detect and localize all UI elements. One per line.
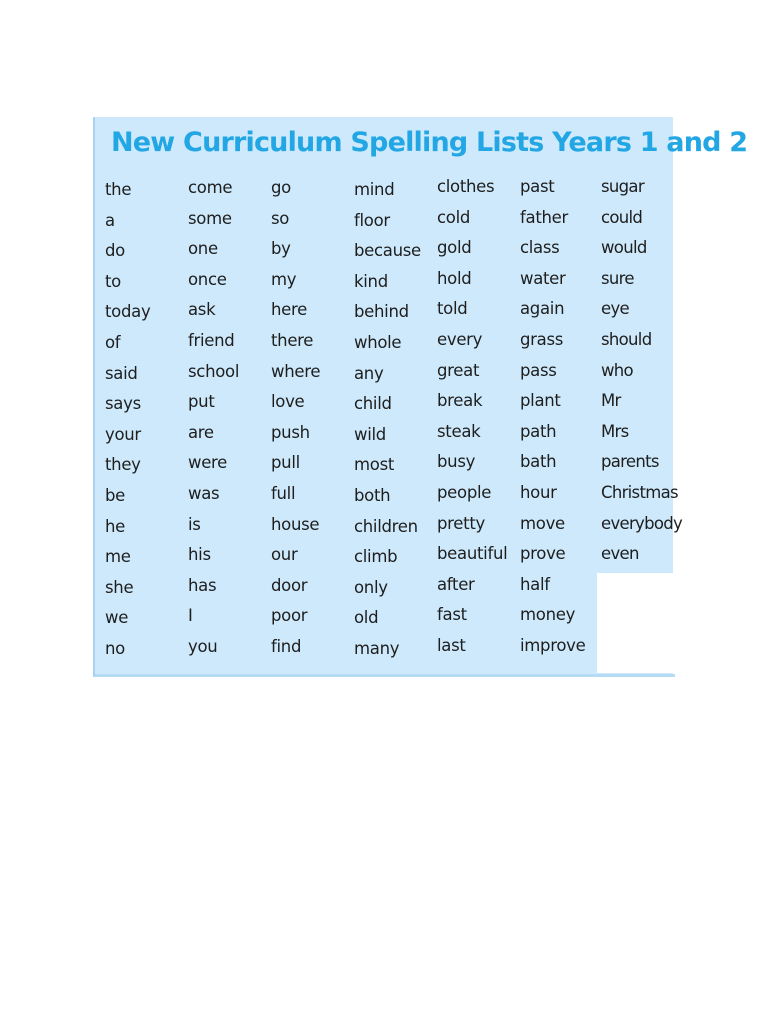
- spelling-word: kind: [354, 271, 388, 291]
- spelling-word: climb: [354, 547, 398, 567]
- spelling-word: who: [601, 360, 633, 380]
- empty-corner: [597, 573, 675, 673]
- spelling-word: door: [271, 575, 308, 595]
- spelling-word: whole: [354, 332, 402, 352]
- spelling-word: eye: [601, 299, 629, 319]
- spelling-word: your: [105, 424, 141, 444]
- spelling-word: Mr: [601, 391, 621, 411]
- spelling-word: mind: [354, 180, 395, 199]
- word-column-2: [188, 173, 272, 663]
- spelling-word: put: [188, 392, 215, 412]
- spelling-word: again: [520, 299, 565, 319]
- spelling-word: father: [520, 207, 568, 227]
- spelling-word: Mrs: [601, 421, 629, 441]
- spelling-word: child: [354, 394, 392, 414]
- spelling-word: do: [105, 241, 125, 261]
- spelling-word: friend: [188, 330, 235, 350]
- spelling-word: love: [271, 392, 305, 412]
- spelling-word: no: [105, 638, 125, 658]
- word-columns: [95, 175, 683, 675]
- spelling-word: come: [188, 178, 233, 197]
- spelling-word: there: [271, 330, 314, 350]
- word-column-4: [354, 175, 438, 665]
- spelling-word: every: [437, 329, 483, 349]
- spelling-word: even: [601, 544, 639, 564]
- spelling-word: steak: [437, 421, 481, 441]
- spelling-word: most: [354, 455, 395, 475]
- spelling-word: busy: [437, 452, 476, 472]
- word-column-7: [601, 172, 685, 570]
- spelling-word: are: [188, 422, 214, 442]
- spelling-word: everybody: [601, 513, 683, 533]
- spelling-word: pull: [271, 453, 300, 473]
- spelling-word: pass: [520, 360, 557, 380]
- spelling-word: they: [105, 455, 141, 475]
- spelling-word: my: [271, 269, 297, 289]
- spelling-word: improve: [520, 635, 586, 655]
- spelling-word: some: [188, 208, 232, 228]
- spelling-word: cold: [437, 207, 471, 227]
- spelling-word: bath: [520, 452, 557, 472]
- spelling-word: plant: [520, 391, 561, 411]
- spelling-word: pretty: [437, 513, 485, 533]
- spelling-word: hold: [437, 268, 472, 288]
- spelling-word: many: [354, 638, 400, 658]
- spelling-word: one: [188, 239, 218, 259]
- spelling-word: Christmas: [601, 482, 678, 502]
- spelling-word: ask: [188, 300, 216, 320]
- spelling-word: by: [271, 239, 291, 259]
- spelling-word: so: [271, 208, 290, 228]
- spelling-word: to: [105, 271, 121, 291]
- spelling-word: you: [188, 636, 218, 656]
- spelling-word: she: [105, 577, 134, 597]
- spelling-word: house: [271, 514, 320, 534]
- spelling-word: says: [105, 394, 141, 414]
- spelling-word: told: [437, 299, 468, 319]
- spelling-word: hour: [520, 482, 557, 502]
- spelling-word: behind: [354, 302, 409, 322]
- spelling-word: he: [105, 516, 126, 536]
- spelling-word: was: [188, 483, 220, 503]
- spelling-word: a: [105, 210, 115, 230]
- spelling-word: wild: [354, 424, 386, 444]
- spelling-word: our: [271, 545, 298, 565]
- spelling-word: clothes: [437, 177, 495, 196]
- spelling-word: money: [520, 605, 576, 625]
- spelling-word: break: [437, 391, 483, 411]
- spelling-word: floor: [354, 210, 390, 230]
- word-column-6: [520, 172, 604, 662]
- spelling-word: great: [437, 360, 480, 380]
- spelling-word: any: [354, 363, 384, 383]
- spelling-word: path: [520, 421, 557, 441]
- spelling-word: past: [520, 177, 555, 196]
- spelling-word: people: [437, 482, 492, 502]
- spelling-word: water: [520, 268, 566, 288]
- spelling-word: is: [188, 514, 201, 534]
- spelling-word: only: [354, 577, 388, 597]
- spelling-word: the: [105, 180, 132, 199]
- spelling-word: both: [354, 485, 391, 505]
- spelling-word: school: [188, 361, 240, 381]
- spelling-word: find: [271, 636, 302, 656]
- spelling-word: beautiful: [437, 544, 508, 564]
- sheet-title: New Curriculum Spelling Lists Years 1 and 2: [111, 127, 748, 158]
- spelling-word: would: [601, 238, 647, 258]
- spelling-word: poor: [271, 606, 308, 626]
- spelling-word: half: [520, 574, 550, 594]
- spelling-list-sheet: [93, 117, 748, 677]
- spelling-word: here: [271, 300, 307, 320]
- spelling-word: old: [354, 608, 379, 628]
- spelling-word: fast: [437, 605, 467, 625]
- spelling-word: after: [437, 574, 475, 594]
- spelling-word: because: [354, 241, 421, 261]
- spelling-word: push: [271, 422, 310, 442]
- spelling-word: class: [520, 238, 560, 258]
- spelling-word: prove: [520, 544, 566, 564]
- spelling-word: children: [354, 516, 418, 536]
- spelling-word: move: [520, 513, 565, 533]
- spelling-word: where: [271, 361, 321, 381]
- spelling-word: were: [188, 453, 228, 473]
- spelling-word: be: [105, 485, 126, 505]
- spelling-word: parents: [601, 452, 659, 472]
- spelling-word: should: [601, 329, 652, 349]
- word-column-1: [105, 175, 189, 665]
- spelling-word: we: [105, 608, 129, 628]
- spelling-word: last: [437, 635, 466, 655]
- spelling-word: sure: [601, 268, 634, 288]
- spelling-word: sugar: [601, 177, 644, 196]
- spelling-word: gold: [437, 238, 472, 258]
- spelling-word: today: [105, 302, 151, 322]
- spelling-word: has: [188, 575, 217, 595]
- word-column-5: [437, 172, 521, 662]
- spelling-word: his: [188, 545, 211, 565]
- spelling-word: of: [105, 332, 121, 352]
- spelling-word: once: [188, 269, 227, 289]
- spelling-word: me: [105, 547, 131, 567]
- spelling-word: I: [188, 606, 193, 626]
- spelling-word: grass: [520, 329, 564, 349]
- bottom-edge: [95, 674, 675, 677]
- word-column-3: [271, 173, 355, 663]
- spelling-word: go: [271, 178, 291, 197]
- spelling-word: could: [601, 207, 643, 227]
- spelling-word: full: [271, 483, 296, 503]
- spelling-word: said: [105, 363, 138, 383]
